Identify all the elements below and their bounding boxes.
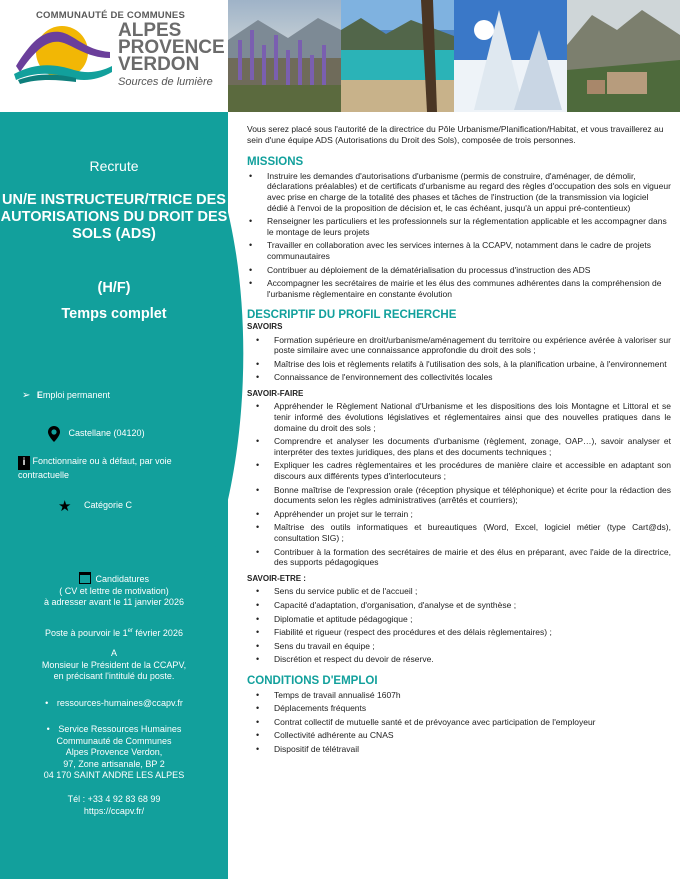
logo-tagline: Sources de lumière	[118, 76, 213, 88]
website-link[interactable]: https://ccapv.fr/	[83, 805, 145, 816]
list-item: • Comprendre et analyser les documents d'urbanisme (règlement, zonage, OAP…), savoir analyser et interpréter des textes juridiques, des plans et des documents techniques ;	[247, 436, 671, 457]
job-title: UN/E INSTRUCTEUR/TRICE DES AUTORISATIONS DU DROIT DES SOLS (ADS)	[0, 192, 228, 242]
info-lieu: Castellane (04120)	[0, 426, 228, 442]
list-item: • Déplacements fréquents	[247, 703, 671, 714]
candidatures-block: Candidatures ( CV et lettre de motivation) à adresser avant le 11 janvier 2026	[44, 574, 184, 607]
list-item: • Maîtrise des outils informatiques et bureautiques (Word, Excel, logiciel métier (type Cart@ds), consultation SIG) ;	[247, 522, 671, 543]
savoiretre-heading: SAVOIR-ETRE :	[247, 573, 306, 583]
logo-mark-icon	[14, 22, 114, 84]
list-item: • Discrétion et respect du devoir de réserve.	[247, 654, 671, 665]
list-item: • Expliquer les cadres règlementaires et les procédures de manière claire et accessible en adaptant son discours aux différents types d'interlocuteurs ;	[247, 460, 671, 481]
header-photos	[228, 0, 680, 112]
list-item: • Sens du service public et de l'accueil ;	[247, 586, 671, 597]
list-item: • Contrat collectif de mutuelle santé et de prévoyance avec participation de l'employeur	[247, 717, 671, 728]
list-item: • Dispositif de télétravail	[247, 744, 671, 755]
info-emploi: ➢ Emploi permanent	[22, 390, 110, 402]
arrow-icon: ➢	[22, 390, 31, 402]
page-header	[0, 0, 680, 112]
savoirs-heading: SAVOIRS	[247, 321, 283, 331]
recrute-label: Recrute	[89, 158, 139, 174]
logo-org-text: COMMUNAUTÉ DE COMMUNES	[36, 10, 186, 21]
list-item: • Accompagner les secrétaires de mairie et les élus des communes adhérentes dans la compréhension de l'urbanisme règlementaire en constante évolution	[247, 278, 671, 299]
destinataire-block: A Monsieur le Président de la CCAPV, en précisant l'intitulé du poste.	[41, 648, 187, 681]
list-item: • Bonne maîtrise de l'expression orale (réception physique et téléphonique) et écrite pour la rédaction des documents selon les règles administratives (arrêtés et courriers);	[247, 485, 671, 506]
intro-text: Vous serez placé sous l'autorité de la directrice du Pôle Urbanisme/Planification/Habitat, et vous travaillerez au sein d'une équipe ADS (Autorisations du Droit des Sols), composée de trois personnes.	[247, 124, 664, 145]
list-item: • Capacité d'adaptation, d'organisation, d'analyse et de synthèse ;	[247, 600, 671, 611]
poste-date: Poste à pourvoir le 1er février 2026	[45, 628, 183, 638]
conditions-list	[247, 690, 671, 755]
missions-heading: MISSIONS	[247, 156, 304, 169]
list-item: • Contribuer à la formation des secrétaires de mairie et des élus en préparant, avec l'aide de la directrice, des supports pédagogiques	[247, 547, 671, 568]
list-item: • Diplomatie et aptitude pédagogique ;	[247, 614, 671, 625]
list-item: • Appréhender le Règlement National d'Urbanisme et les dispositions des lois Montagne et Littoral et se tenir informé des évolutions législatives et réglementaires ainsi que des nouvelles pratiques dans le domaine du droit des sols ;	[247, 401, 671, 433]
list-item: • Connaissance de l'environnement des collectivités locales	[247, 372, 671, 383]
logo	[0, 0, 228, 112]
photo-village	[567, 0, 680, 112]
calendar-icon	[79, 572, 91, 584]
list-item: • Formation supérieure en droit/urbanisme/aménagement du territoire ou expérience avérée à valoriser sur poste similaire avec une connaissance approfondie du droit des sols ;	[247, 335, 671, 356]
photo-lavender	[228, 0, 341, 112]
location-pin-icon	[48, 426, 60, 442]
job-hf: (H/F)	[97, 280, 131, 296]
address-block: • Service Ressources Humaines Communauté de Communes Alpes Provence Verdon, 97, Zone artisanale, BP 2 04 170 SAINT ANDRE LES ALPES	[43, 724, 185, 780]
list-item: • Travailler en collaboration avec les services internes à la CCAPV, notamment dans le cadre de projets communautaires	[247, 240, 671, 261]
conditions-heading: CONDITIONS D'EMPLOI	[247, 674, 378, 687]
savoiretre-list	[247, 586, 671, 665]
main-content	[247, 124, 671, 758]
bullet-icon: •	[46, 724, 50, 734]
list-item: • Temps de travail annualisé 1607h	[247, 690, 671, 701]
job-time: Temps complet	[61, 306, 167, 322]
list-item: • Collectivité adhérente au CNAS	[247, 730, 671, 741]
info-categorie: ★ Catégorie C	[58, 498, 132, 515]
savoirs-list	[247, 335, 671, 383]
email[interactable]: • ressources-humaines@ccapv.fr	[45, 698, 183, 708]
list-item: • Maîtrise des lois et règlements relatifs à l'utilisation des sols, à la planification urbaine, à l'environnement	[247, 359, 671, 370]
info-icon: i	[18, 456, 30, 470]
profil-heading: DESCRIPTIF DU PROFIL RECHERCHE	[247, 309, 457, 322]
logo-name: ALPES PROVENCE VERDON	[118, 20, 225, 75]
list-item: • Fiabilité et rigueur (respect des procédures et des délais règlementaires) ;	[247, 627, 671, 638]
info-statut: i Fonctionnaire ou à défaut, par voie contractuelle	[18, 456, 172, 480]
list-item: • Appréhender un projet sur le terrain ;	[247, 509, 671, 520]
star-icon: ★	[58, 498, 72, 515]
missions-list	[247, 171, 671, 300]
phone[interactable]: Tél : +33 4 92 83 68 99	[67, 794, 161, 804]
photo-lake	[341, 0, 454, 112]
list-item: • Contribuer au déploiement de la dématérialisation du processus d'instruction des ADS	[247, 265, 671, 276]
phone-web-block	[0, 794, 228, 817]
savoirfaire-heading: SAVOIR-FAIRE	[247, 388, 304, 398]
list-item: • Instruire les demandes d'autorisations d'urbanisme (permis de construire, d'aménager, de démolir, déclarations préalables) et de certificats d'urbanisme au regard des règles d'occupation des sols en vigueur avec prise en charge de la totalité des phases et tâches de l'instruction (de la transmission via logiciel dédié à l'envoi de la proposition de décision et, le cas échéant, jusqu'à un appui pré-contentieux)	[247, 171, 671, 213]
list-item: • Sens du travail en équipe ;	[247, 641, 671, 652]
savoirfaire-list	[247, 401, 671, 567]
photo-snow	[454, 0, 567, 112]
list-item: • Renseigner les particuliers et les professionnels sur la réglementation applicable et les accompagner dans le montage de leurs projets	[247, 216, 671, 237]
bullet-icon: •	[45, 698, 49, 708]
